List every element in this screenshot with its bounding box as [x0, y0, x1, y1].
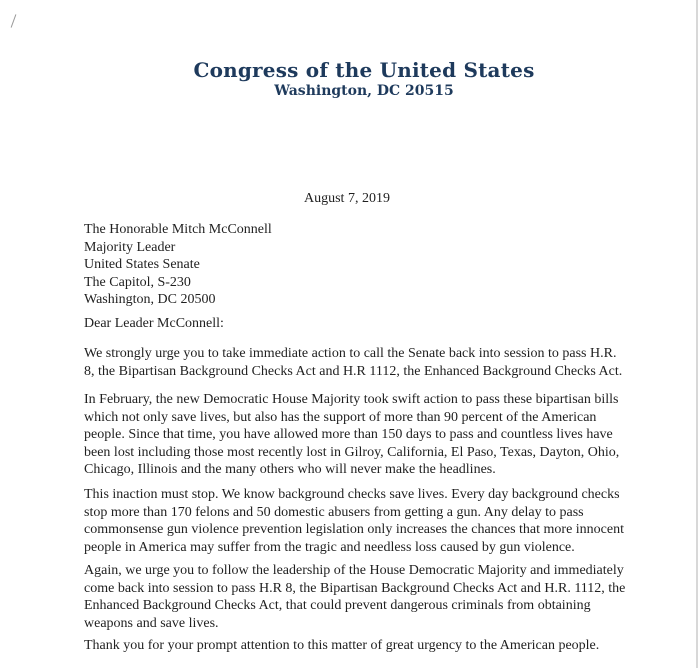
recipient-line: The Honorable Mitch McConnell — [84, 222, 272, 237]
paragraph-2 — [84, 391, 620, 479]
letterhead-title: Congress of the United States — [193, 58, 535, 82]
paragraph-line: 8, the Bipartisan Background Checks Act and H.R 1112, the Enhanced Background Checks Act. — [84, 363, 623, 379]
paragraph-line: In February, the new Democratic House Majority took swift action to pass these bipartisan bills — [84, 392, 619, 407]
letter-date: August 7, 2019 — [304, 191, 390, 206]
paragraph-line: people in America may suffer from the tragic and needless loss caused by gun violence. — [84, 539, 575, 555]
paragraph-3 — [84, 486, 624, 556]
paragraph-line: Chicago, Illinois and the many others who will never make the headlines. — [84, 462, 496, 478]
recipient-line: Majority Leader — [84, 239, 176, 255]
paragraph-1 — [84, 345, 623, 380]
paragraph-4 — [84, 562, 626, 632]
paragraph-line: come back into session to pass H.R 8, the Bipartisan Background Checks Act and H.R. 1112, the — [84, 580, 626, 596]
scan-mark — [11, 14, 17, 27]
salutation: Dear Leader McConnell: — [84, 316, 224, 331]
paragraph-line: commonsense gun violence prevention legislation only increases the chances that more innocent — [84, 522, 624, 538]
letterhead — [0, 58, 698, 100]
paragraph-line: Again, we urge you to follow the leadership of the House Democratic Majority and immediately — [84, 563, 624, 578]
paragraph-line: Thank you for your prompt attention to this matter of great urgency to the American people. — [84, 638, 600, 653]
paragraph-line: been lost including those most recently lost in Gilroy, California, El Paso, Texas, Dayton, Ohio, — [84, 444, 620, 460]
recipient-address — [84, 221, 272, 309]
letterhead-city: Washington, DC 20515 — [274, 83, 454, 99]
paragraph-line: stop more than 170 felons and 50 domestic abusers from getting a gun. Any delay to pass — [84, 504, 584, 520]
recipient-line: The Capitol, S-230 — [84, 274, 191, 290]
paragraph-line: which not only save lives, but also has the support of more than 90 percent of the American — [84, 409, 597, 425]
paragraph-line: Enhanced Background Checks Act, that could prevent dangerous criminals from obtaining — [84, 598, 591, 614]
paragraph-line: people. Since that time, you have allowed more than 150 days to pass and countless lives have — [84, 427, 613, 443]
paragraph-5 — [84, 637, 614, 655]
recipient-line: United States Senate — [84, 257, 200, 273]
paragraph-line: We strongly urge you to take immediate action to call the Senate back into session to pass H.R. — [84, 346, 617, 361]
recipient-line: Washington, DC 20500 — [84, 292, 216, 308]
paragraph-line: weapons and save lives. — [84, 615, 219, 631]
paragraph-line: This inaction must stop. We know background checks save lives. Every day background checks — [84, 487, 620, 502]
